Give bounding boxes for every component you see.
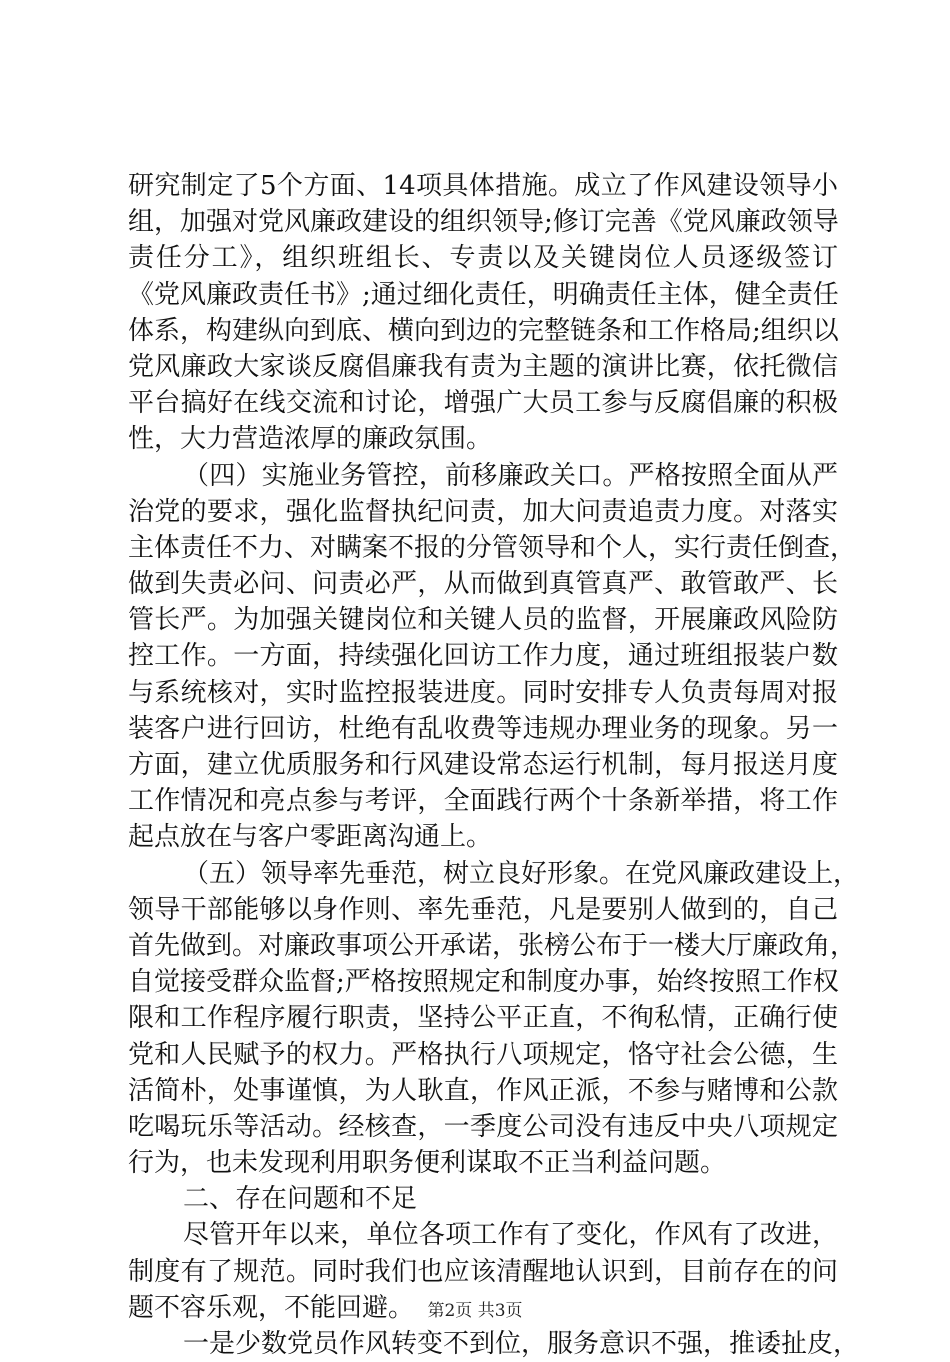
text-line: 研究制定了5个方面、14项具体措施。成立了作风建设领导小: [128, 171, 838, 201]
text-line: 治党的要求，强化监督执纪问责，加大问责追责力度。对落实: [128, 496, 838, 527]
text-line: 领导干部能够以身作则、率先垂范，凡是要别人做到的，自己: [128, 894, 838, 925]
text-line: （四）实施业务管控，前移廉政关口。严格按照全面从严: [183, 460, 838, 491]
text-line: 体系，构建纵向到底、横向到边的完整链条和工作格局;组织以: [128, 315, 839, 346]
text-line: 题不容乐观，不能回避。: [128, 1292, 415, 1323]
text-line: 《党风廉政责任书》;通过细化责任，明确责任主体，健全责任: [128, 279, 839, 310]
text-line: 制度有了规范。同时我们也应该清醒地认识到，目前存在的问: [128, 1256, 838, 1287]
page-footer: 第2页 共3页: [427, 1301, 523, 1321]
text-line: 责任分工》，组织班组长、专责以及关键岗位人员逐级签订: [128, 243, 838, 274]
text-line: 活简朴，处事谨慎，为人耿直，作风正派，不参与赌博和公款: [128, 1075, 838, 1106]
text-line: 方面，建立优质服务和行风建设常态运行机制，每月报送月度: [128, 750, 838, 780]
text-line: 行为，也未发现利用职务便利谋取不正当利益问题。: [128, 1148, 727, 1179]
text-line: 做到失责必问、问责必严，从而做到真管真严、敢管敢严、长: [128, 569, 838, 600]
text-line: 党风廉政大家谈反腐倡廉我有责为主题的演讲比赛，依托微信: [128, 351, 838, 382]
text-line: 二、存在问题和不足: [183, 1184, 418, 1215]
document-body: [128, 168, 860, 1362]
text-line: 起点放在与客户零距离沟通上。: [128, 822, 493, 853]
text-line: 吃喝玩乐等活动。经核查，一季度公司没有违反中央八项规定: [128, 1111, 838, 1142]
text-line: 装客户进行回访，杜绝有乱收费等违规办理业务的现象。另一: [128, 713, 838, 744]
text-line: 性，大力营造浓厚的廉政氛围。: [128, 424, 493, 455]
text-line: 主体责任不力、对瞒案不报的分管领导和个人，实行责任倒查，: [128, 532, 857, 563]
text-line: （五）领导率先垂范，树立良好形象。在党风廉政建设上，: [183, 858, 860, 889]
text-line: 工作情况和亮点参与考评，全面践行两个十条新举措，将工作: [128, 786, 838, 817]
text-line: 组，加强对党风廉政建设的组织领导;修订完善《党风廉政领导: [128, 207, 839, 238]
text-line: 平台搞好在线交流和讨论，增强广大员工参与反腐倡廉的积极: [128, 388, 838, 419]
text-line: 与系统核对，实时监控报装进度。同时安排专人负责每周对报: [128, 677, 838, 708]
text-line: 限和工作程序履行职责，坚持公平正直，不徇私情，正确行使: [128, 1003, 838, 1034]
text-line: 首先做到。对廉政事项公开承诺，张榜公布于一楼大厅廉政角，: [128, 930, 857, 961]
text-line: 尽管开年以来，单位各项工作有了变化，作风有了改进，: [183, 1220, 838, 1251]
text-line: 管长严。为加强关键岗位和关键人员的监督，开展廉政风险防: [128, 605, 838, 636]
text-line: 党和人民赋予的权力。严格执行八项规定，恪守社会公德，生: [128, 1039, 838, 1070]
text-line: 一是少数党员作风转变不到位，服务意识不强，推诿扯皮，: [183, 1329, 860, 1359]
text-line: 控工作。一方面，持续强化回访工作力度，通过班组报装户数: [128, 641, 838, 672]
text-line: 自觉接受群众监督;严格按照规定和制度办事，始终按照工作权: [128, 967, 839, 998]
